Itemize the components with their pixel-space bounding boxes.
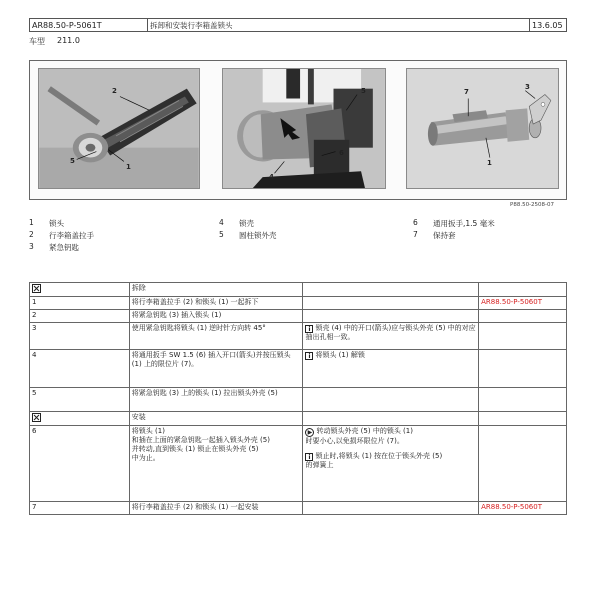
legend-item: 1 锁头 <box>29 218 64 228</box>
callout-label: 5 <box>361 87 366 95</box>
table-row <box>30 297 567 310</box>
illustration-panel-cylinder <box>406 68 559 189</box>
reference-link[interactable]: AR88.50-P-5060T <box>479 297 567 310</box>
procedure-table <box>29 282 567 515</box>
callout-label: 6 <box>339 149 344 157</box>
removal-symbol-icon <box>32 284 41 293</box>
info-icon: i <box>305 352 313 360</box>
figure-reference: P88.50-2508-07 <box>510 202 555 208</box>
model-label: 车型 <box>29 37 45 46</box>
step-number: 5 <box>30 388 130 412</box>
caution-note: ▶ 转动锁头外壳 (5) 中的锁头 (1) <box>305 427 476 437</box>
step-number: 7 <box>30 502 130 515</box>
table-row <box>30 388 567 412</box>
install-symbol-icon <box>32 413 41 422</box>
callout-label: 7 <box>464 88 469 96</box>
document-date: 13.6.05 <box>532 20 563 30</box>
legend-item: 2 行李箱盖拉手 <box>29 230 94 240</box>
caution-icon: ▶ <box>305 428 314 437</box>
step-number: 2 <box>30 310 130 323</box>
step-action: 使用紧急钥匙将锁头 (1) 逆时针方向转 45° <box>129 323 303 350</box>
step-action: 将紧急钥匙 (3) 插入锁头 (1) <box>129 310 303 323</box>
model-line <box>29 36 80 47</box>
info-icon: i <box>305 325 313 333</box>
table-row <box>30 310 567 323</box>
info-icon: i <box>305 453 313 461</box>
step-action: 将行李箱盖拉手 (2) 和锁头 (1) 一起拆下 <box>129 297 303 310</box>
step-number: 3 <box>30 323 130 350</box>
step-number: 6 <box>30 426 130 502</box>
section-label: 拆除 <box>129 283 303 297</box>
info-note: i 锁止时,将锁头 (1) 按在位于锁头外壳 (5) <box>305 452 476 461</box>
callout-label: 4 <box>269 173 274 181</box>
table-row: 6 将锁头 (1) 和插在上面的紧急钥匙一起插入锁头外壳 (5) 并转动,直到锁头 (1) 锁止在锁头外壳 (5) 中为止。 ▶ 转动锁头外壳 (5) 中的锁头 (1) 时要小心,以免损坏限位片 (7)。 i 锁止时,将锁头 (1) 按在位于锁头外壳 (5) 的弹簧上 <box>30 426 567 502</box>
callout-label: 2 <box>112 87 117 95</box>
callout-label: 1 <box>126 163 131 171</box>
step-note: 锁壳 (4) 中的开口(箭头)应与锁头外壳 (5) 中的对应抽出孔相一致。 <box>305 324 476 341</box>
section-row-install <box>30 412 567 426</box>
step-action: 将紧急钥匙 (3) 上的锁头 (1) 拉出锁头外壳 (5) <box>129 388 303 412</box>
step-note: 将锁头 (1) 解锁 <box>315 351 365 359</box>
callout-label: 5 <box>70 157 75 165</box>
section-row-removal <box>30 283 567 297</box>
step-action: 将行李箱盖拉手 (2) 和锁头 (1) 一起安装 <box>129 502 303 515</box>
step-number: 1 <box>30 297 130 310</box>
legend-item: 5 圆柱锁外壳 <box>219 230 277 240</box>
callout-label: 3 <box>525 83 530 91</box>
illustration-panel-housing <box>222 68 386 189</box>
document-header <box>29 18 567 32</box>
illustration-panel-handle <box>38 68 200 189</box>
section-label: 安装 <box>129 412 303 426</box>
legend-item: 3 紧急钥匙 <box>29 242 79 252</box>
model-value: 211.0 <box>57 36 80 45</box>
table-row <box>30 350 567 388</box>
step-action: 将通用扳手 SW 1.5 (6) 插入开口(箭头)并按压锁头 (1) 上的限位片 (7)。 <box>129 350 303 388</box>
step-action: 将锁头 (1) 和插在上面的紧急钥匙一起插入锁头外壳 (5) 并转动,直到锁头 (1) 锁止在锁头外壳 (5) 中为止。 <box>129 426 303 502</box>
table-row <box>30 502 567 515</box>
step-number: 4 <box>30 350 130 388</box>
legend-item: 7 保持套 <box>413 230 456 240</box>
illustration-figure <box>29 60 567 200</box>
handle-photo <box>39 69 199 188</box>
reference-link[interactable]: AR88.50-P-5060T <box>479 502 567 515</box>
legend-item: 6 通用扳手,1.5 毫米 <box>413 218 495 228</box>
cylinder-photo <box>407 69 558 188</box>
document-title: 拆卸和安装行李箱盖锁头 <box>148 19 530 31</box>
table-row <box>30 323 567 350</box>
document-code: AR88.50-P-5061T <box>30 19 148 31</box>
callout-label: 1 <box>487 159 492 167</box>
legend-item: 4 锁壳 <box>219 218 254 228</box>
